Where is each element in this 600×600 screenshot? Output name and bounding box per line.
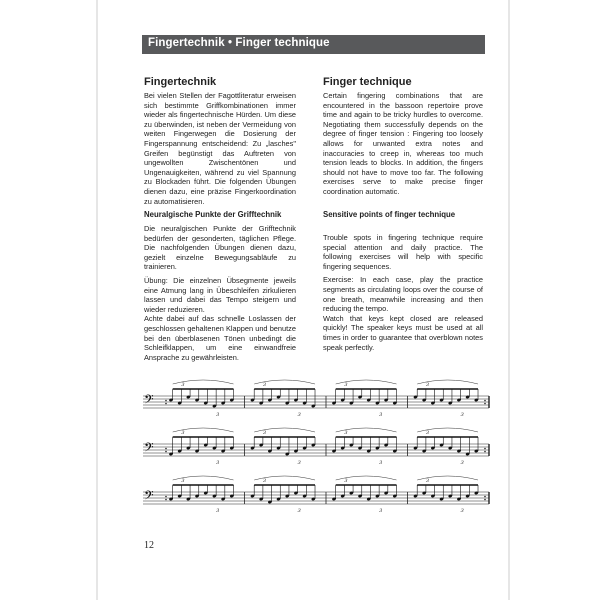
banner-title: Fingertechnik • Finger technique [148, 37, 330, 49]
tuplet-mark: 3 [425, 478, 430, 484]
tuplet-mark: 3 [460, 412, 464, 418]
repeat-dot [484, 499, 486, 501]
tuplet-mark: 3 [216, 508, 220, 514]
repeat-dot [484, 448, 486, 450]
english-sub-text: Trouble spots in fingering technique require special attention and daily practice. The following exercises will help with specific fingering sequences. [323, 233, 483, 271]
tuplet-mark: 3 [262, 478, 267, 484]
repeat-dot [484, 400, 486, 402]
tuplet-mark: 3 [262, 430, 267, 436]
german-subheading: Neuralgische Punkte der Grifftechnik [144, 210, 282, 219]
tuplet-mark: 3 [460, 460, 464, 466]
german-heading: Fingertechnik [144, 76, 217, 88]
tuplet-mark: 3 [379, 412, 383, 418]
tuplet-mark: 3 [181, 430, 185, 436]
tuplet-mark: 3 [216, 412, 220, 418]
repeat-dot [165, 496, 167, 498]
german-note: Achte dabei auf das schnelle Loslassen der geschlossen gehaltenen Klappen und benutze bei den überblasenen Tönen unbedingt die Schleifklappen, um eine einwandfreie Ansprache zu gewährleisten. [144, 314, 296, 362]
german-subsection [144, 210, 296, 362]
bass-clef-icon: 𝄢 [144, 440, 154, 458]
german-exercise: Übung: Die einzelnen Übsegmente jeweils eine Atmung lang in Übeschleifen zirkulieren lassen und dabei das Tempo steigern und wieder reduzieren. [144, 275, 296, 314]
tuplet-mark: 3 [425, 430, 430, 436]
repeat-dot [165, 499, 167, 501]
tuplet-mark: 3 [425, 382, 430, 388]
german-intro: Bei vielen Stellen der Fagottliteratur erweisen sich bestimmte Griffkombinationen immer wieder als fingertechnische Hürden. Um diese zu überwinden, ist neben der Vermeidung von weiten Fingerwegen die Dosierung der Fingerspannung entscheidend: Zu „lasches" Greifen begünstigt das Auftreten von ungewollten Zwischentönen und Ungenauigkeiten, während zu viel Spannung zu Blockaden führt. Die folgenden Übungen dienen dazu, eine präzise Fingerkoordination zu automatisieren. [144, 91, 296, 206]
german-column [144, 76, 296, 206]
repeat-dot [165, 400, 167, 402]
page-edge-right [508, 0, 510, 600]
bass-clef-icon: 𝄢 [144, 392, 154, 410]
english-heading: Finger technique [323, 76, 412, 88]
tuplet-mark: 3 [181, 382, 185, 388]
section-banner [142, 35, 485, 54]
tuplet-mark: 3 [216, 460, 220, 466]
english-note: Watch that keys kept closed are released quickly! The speaker keys must be used at all times in order to guarantee that overblown notes speak perfectly. [323, 313, 483, 352]
bass-clef-icon: 𝄢 [144, 488, 154, 506]
tuplet-mark: 3 [379, 460, 383, 466]
repeat-dot [484, 451, 486, 453]
tuplet-mark: 3 [379, 508, 383, 514]
repeat-dot [165, 451, 167, 453]
english-exercise: Exercise: In each case, play the practice segments as circulating loops over the course of one breath, meanwhile increasing and then reducing the tempo. [323, 275, 483, 314]
tuplet-mark: 3 [262, 382, 267, 388]
repeat-dot [484, 403, 486, 405]
repeat-dot [165, 403, 167, 405]
repeat-dot [165, 448, 167, 450]
tuplet-mark: 3 [344, 478, 348, 484]
tuplet-mark: 3 [297, 460, 301, 466]
tuplet-mark: 3 [460, 508, 464, 514]
tuplet-mark: 3 [297, 508, 301, 514]
english-subsection [323, 210, 483, 352]
tuplet-mark: 3 [181, 478, 185, 484]
tuplet-mark: 3 [344, 430, 348, 436]
music-notation [141, 382, 493, 538]
page-number: 12 [144, 540, 154, 551]
tuplet-mark: 3 [344, 382, 348, 388]
tuplet-mark: 3 [297, 412, 301, 418]
repeat-dot [484, 496, 486, 498]
english-subheading: Sensitive points of finger technique [323, 210, 456, 219]
german-sub-text: Die neuralgischen Punkte der Grifftechnik bedürfen der gesonderten, täglichen Pflege. Die nachfolgenden Übungen dienen dazu, gezielt einzelne Bewegungsabläufe zu trainieren. [144, 224, 296, 272]
english-column [323, 76, 483, 197]
english-intro: Certain fingering combinations that are encountered in the bassoon repertoire prove time and again to be tricky hurdles to overcome. Negotiating them successfully depends on the degree of finger tension : Fingering too loosely allows for unwanted extra notes and inaccuracies to creep in, whereas too much tension leads to blocks. In addition, the fingers should not have to move too far. The following exercises serve to make precise finger coordination automatic. [323, 91, 483, 196]
